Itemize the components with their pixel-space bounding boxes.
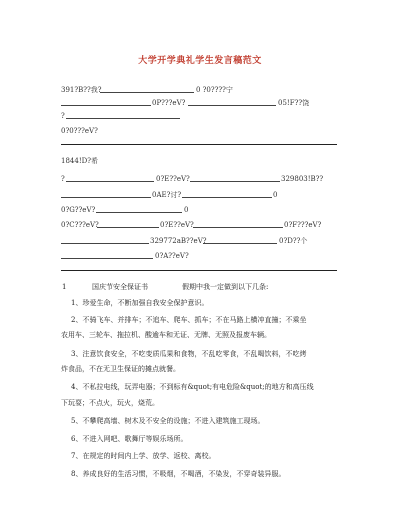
garbled-text: 0?F???eV?	[284, 221, 322, 229]
separator-line	[203, 243, 277, 244]
separator-line	[190, 181, 280, 182]
garbled-text: 0?E??eV?	[160, 221, 194, 229]
garbled-text: 0?D??个	[279, 237, 308, 245]
separator-line	[61, 197, 151, 198]
paragraph-line: 3、注意饮食安全，不吃变质瓜果和食物，不乱吃零食，不乱喝饮料，不吃烤	[71, 350, 307, 358]
separator-line	[193, 227, 283, 228]
garbled-text: 1844!D?希	[61, 157, 98, 165]
garbled-text: ?	[61, 175, 65, 183]
garbled-text: 0?C???eV?	[61, 221, 99, 229]
separator-line	[182, 197, 272, 198]
horizontal-rule	[61, 144, 337, 145]
paragraph-line: 6、不进入网吧、歌舞厅等娱乐场所。	[71, 435, 188, 443]
paragraph-line: 农用车、三轮车、拖拉机、酸逾车和无证、无牌、无照及报废车辆。	[61, 331, 271, 339]
paragraph-line: 2、不骑飞车、并排车；不追车、爬车、抓车；不在马路上横冲直撞；不乘坐	[71, 316, 307, 324]
garbled-text: 0?0???eV?	[61, 127, 98, 135]
section-subheading: 假期中我一定做到以下几条:	[182, 283, 269, 291]
separator-line	[61, 258, 153, 259]
paragraph-line: 1、珍爱生命，不断加强自我安全保护意识。	[71, 299, 209, 307]
paragraph-line: 炸食品，不在无卫生保证的摊点就餐。	[61, 365, 180, 373]
paragraph-line: 5、不攀爬高墙、树木及不安全的设施；不进入建筑施工现场。	[71, 417, 265, 425]
garbled-text: 0AE?讨?	[152, 191, 182, 199]
separator-line	[61, 243, 149, 244]
separator-line	[66, 181, 154, 182]
garbled-text: ?	[61, 112, 65, 120]
separator-line	[97, 227, 159, 228]
garbled-text: 329803!B??	[281, 175, 324, 183]
section-heading: 国庆节安全保证书	[92, 283, 148, 291]
paragraph-line: 下玩耍；不点火，玩火，烧荒。	[61, 399, 159, 407]
garbled-text: 0P???eV?	[152, 99, 186, 107]
item-number: 1	[62, 283, 67, 291]
separator-line	[188, 105, 276, 106]
garbled-text: 329772aB??eV?	[150, 237, 207, 245]
separator-line	[66, 118, 180, 119]
garbled-text: 0 ?0????宁	[196, 86, 233, 94]
separator-line	[96, 212, 182, 213]
garbled-text: 391?B??我?	[61, 86, 102, 94]
garbled-text: 0	[184, 206, 189, 214]
paragraph-line: 7、在规定的时间内上学、放学、返校、离校。	[71, 452, 216, 460]
separator-line	[100, 92, 194, 93]
horizontal-rule	[61, 270, 337, 271]
paragraph-line: 4、不私拉电线，玩弄电器；不到标有&quot;有电危险&quot;的地方和高压线	[71, 383, 314, 391]
garbled-text: 0?E??eV?	[156, 175, 190, 183]
garbled-text: 0	[273, 191, 278, 199]
garbled-text: 05!F??饶	[278, 99, 310, 107]
paragraph-line: 8、养成良好的生活习惯，不吸烟，不喝酒，不染发，不穿奇装异服。	[71, 470, 286, 478]
separator-line	[61, 105, 151, 106]
garbled-text: 0?A??eV?	[155, 252, 189, 260]
garbled-text: 0?G??eV?	[61, 206, 96, 214]
document-title: 大学开学典礼学生发言稿范文	[138, 56, 262, 66]
